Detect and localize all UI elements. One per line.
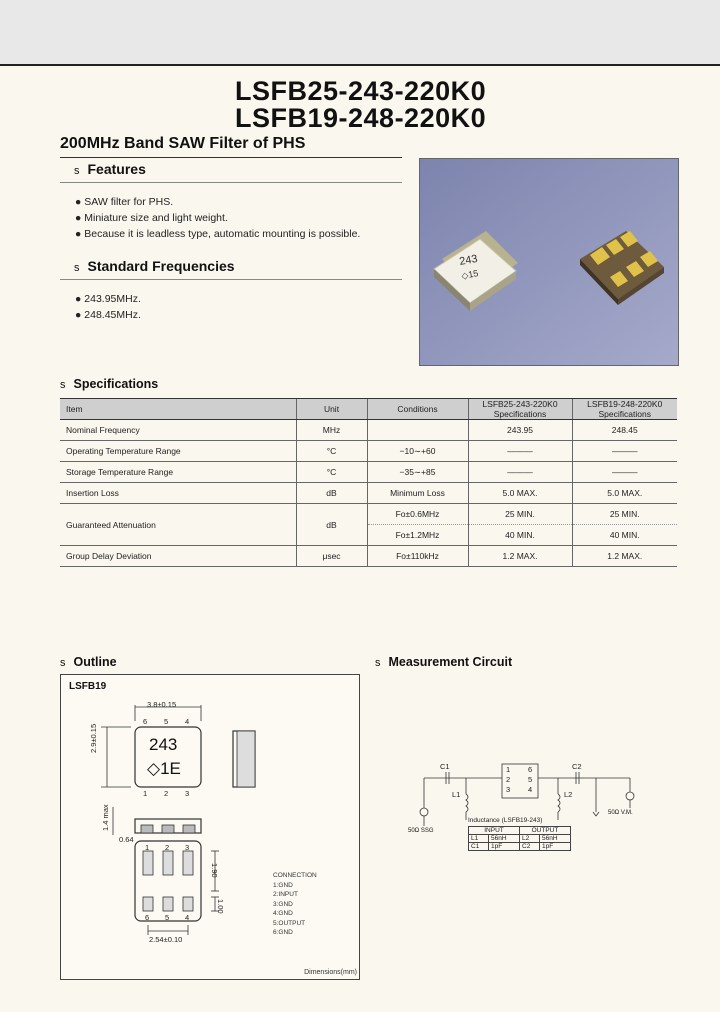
table-row: Operating Temperature Range °C −10∼+60 ——— ——— bbox=[60, 441, 677, 462]
pin-label: 4 bbox=[185, 717, 190, 726]
outline-model: LSFB19 bbox=[69, 681, 107, 692]
frequencies-divider bbox=[60, 279, 402, 280]
specifications-table bbox=[60, 398, 677, 567]
pin-label: 4 bbox=[528, 785, 533, 794]
measurement-heading: s Measurement Circuit bbox=[375, 655, 513, 669]
column-header: LSFB19-248-220K0 Specifications bbox=[572, 399, 677, 420]
pad-pitch: 2.54±0.10 bbox=[149, 935, 183, 944]
section-bullet: s bbox=[60, 657, 66, 669]
column-header: Item bbox=[60, 399, 296, 420]
label-l1: L1 bbox=[452, 790, 461, 799]
product-title-1: LSFB25-243-220K0 bbox=[235, 76, 487, 106]
table-row: Insertion Loss dB Minimum Loss 5.0 MAX. 5.0 MAX. bbox=[60, 483, 677, 504]
chip-text-1: 243 bbox=[149, 735, 178, 754]
pin-label: 3 bbox=[506, 785, 511, 794]
table-row: L1 56nH L2 56nH bbox=[469, 835, 571, 843]
chip-mark-1: 243 bbox=[458, 252, 479, 268]
pin-label: 5 bbox=[528, 775, 533, 784]
label-l2: L2 bbox=[564, 790, 573, 799]
label-ssg: 50Ω SSG bbox=[408, 828, 434, 834]
header-bar bbox=[0, 0, 720, 66]
section-bullet: s bbox=[60, 379, 66, 391]
column-header: Unit bbox=[296, 399, 367, 420]
chip-text-2: ◇1E bbox=[147, 759, 181, 778]
features-divider bbox=[60, 182, 402, 183]
dim-width: 3.8±0.15 bbox=[147, 700, 177, 709]
table-row: Guaranteed Attenuation dB Fo±0.6MHz 25 MIN. 25 MIN. bbox=[60, 504, 677, 525]
pad-width: 0.64 bbox=[119, 835, 134, 844]
label-c2: C2 bbox=[572, 762, 582, 771]
table-header-row bbox=[60, 399, 677, 420]
pin-label: 3 bbox=[185, 789, 190, 798]
table-row: INPUT OUTPUT bbox=[469, 827, 571, 835]
frequency-item: ● 248.45MHz. bbox=[75, 309, 141, 321]
table-row: Group Delay Deviation μsec Fo±110kHz 1.2 MAX. 1.2 MAX. bbox=[60, 546, 677, 567]
section-bullet: s bbox=[375, 657, 381, 669]
feature-item: ● SAW filter for PHS. bbox=[75, 196, 174, 208]
table-row: C1 1pF C2 1pF bbox=[469, 843, 571, 851]
frequency-item: ● 243.95MHz. bbox=[75, 293, 141, 305]
pin-label: 2 bbox=[165, 843, 170, 852]
outline-heading: s Outline bbox=[60, 655, 117, 669]
features-heading: s Features bbox=[74, 161, 146, 177]
dimension-note: Dimensions(mm) bbox=[304, 969, 357, 976]
pin-label: 2 bbox=[164, 789, 169, 798]
dim-100: 1.00 bbox=[216, 899, 225, 914]
inductance-table bbox=[468, 826, 571, 851]
subtitle-divider bbox=[60, 157, 402, 158]
product-title-2: LSFB19-248-220K0 bbox=[235, 103, 487, 133]
table-row: Fo±1.2MHz 40 MIN. 40 MIN. bbox=[60, 525, 677, 546]
frequencies-heading: s Standard Frequencies bbox=[74, 258, 235, 274]
column-header: Conditions bbox=[367, 399, 468, 420]
label-c1: C1 bbox=[440, 762, 450, 771]
pin-label: 6 bbox=[143, 717, 148, 726]
dim-height: 2.9±0.15 bbox=[89, 723, 98, 753]
pin-label: 1 bbox=[143, 789, 148, 798]
connection-list: CONNECTION 1:GND 2:INPUT 3:GND 4:GND 5:OUTPUT 6:GND bbox=[273, 872, 317, 936]
pin-label: 5 bbox=[165, 913, 170, 922]
product-photo-graphic bbox=[420, 159, 678, 365]
product-photo bbox=[419, 158, 679, 366]
table-row: Nominal Frequency MHz 243.95 248.45 bbox=[60, 420, 677, 441]
pin-label: 6 bbox=[528, 765, 533, 774]
inductance-title: Inductance (LSFB19-243) bbox=[468, 817, 543, 824]
pin-label: 2 bbox=[506, 775, 511, 784]
section-bullet: s bbox=[74, 165, 80, 177]
pin-label: 1 bbox=[506, 765, 511, 774]
feature-item: ● Because it is leadless type, automatic mounting is possible. bbox=[75, 228, 361, 240]
section-bullet: s bbox=[74, 262, 80, 274]
pin-label: 4 bbox=[185, 913, 190, 922]
pin-label: 6 bbox=[145, 913, 150, 922]
chip-mark-2: ◇15 bbox=[460, 268, 480, 281]
outline-drawing bbox=[60, 674, 360, 980]
table-row: Storage Temperature Range °C −35∼+85 ——— ——— bbox=[60, 462, 677, 483]
dim-thickness: 1.4 max bbox=[101, 804, 110, 831]
page-subtitle: 200MHz Band SAW Filter of PHS bbox=[60, 135, 306, 152]
pin-label: 1 bbox=[145, 843, 150, 852]
feature-item: ● Miniature size and light weight. bbox=[75, 212, 228, 224]
specifications-heading: s Specifications bbox=[60, 377, 159, 391]
pin-label: 3 bbox=[185, 843, 190, 852]
column-header: LSFB25-243-220K0 Specifications bbox=[468, 399, 572, 420]
label-vm: 50Ω V.M. bbox=[608, 810, 633, 816]
dim-190: 1.90 bbox=[210, 863, 219, 878]
pin-label: 5 bbox=[164, 717, 169, 726]
